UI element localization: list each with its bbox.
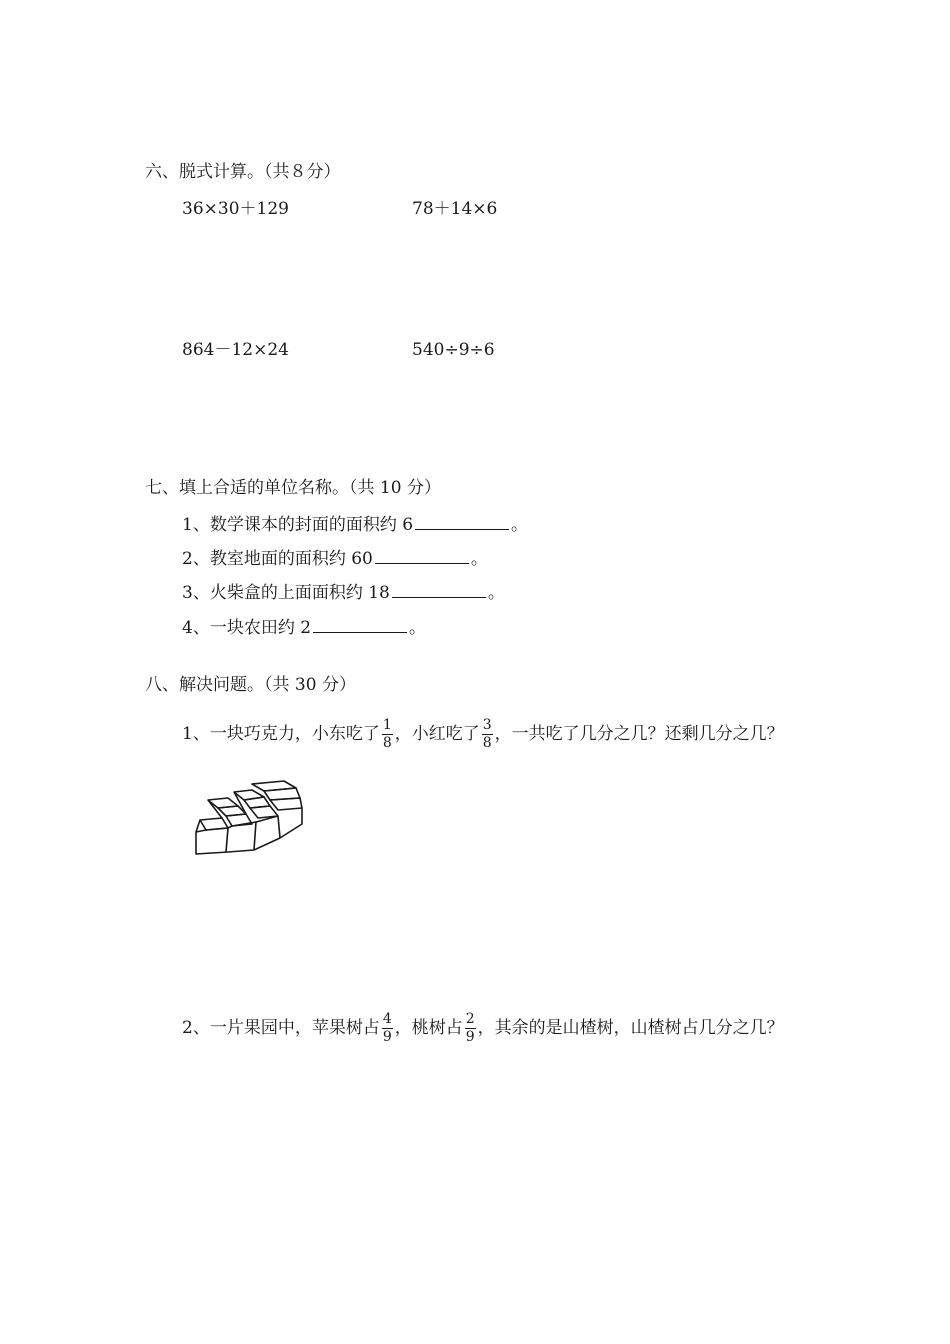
fill-item-end: 。	[470, 549, 488, 569]
fraction	[465, 1011, 476, 1046]
fraction	[382, 717, 393, 752]
fill-item-end: 。	[487, 583, 505, 603]
problem-text: 1、一块巧克力，小东吃了	[182, 724, 380, 744]
problem-2	[182, 1008, 784, 1048]
expression-4: 540÷9÷6	[412, 340, 495, 360]
problem-text: 2、一片果园中，苹果树占	[182, 1018, 380, 1038]
fill-item-text: 1、数学课本的封面的面积约 6	[182, 515, 414, 535]
section7-title: 七、填上合适的单位名称。（共 10 分）	[145, 478, 441, 498]
expression-1: 36×30＋129	[182, 199, 289, 219]
fraction-denominator: 9	[465, 1029, 475, 1045]
fraction-denominator: 9	[382, 1029, 392, 1045]
problem-text: ，一共吃了几分之几？还剩几分之几？	[494, 724, 784, 744]
fill-item-1	[182, 511, 528, 537]
fill-item-4	[182, 614, 426, 640]
fill-item-text: 2、教室地面的面积约 60	[182, 549, 373, 569]
fraction-denominator: 8	[382, 735, 392, 751]
fraction-numerator: 1	[382, 717, 392, 733]
answer-blank[interactable]	[392, 579, 486, 598]
expression-2: 78＋14×6	[412, 199, 498, 219]
answer-blank[interactable]	[415, 511, 509, 530]
answer-blank[interactable]	[375, 545, 469, 564]
section6-title: 六、脱式计算。（共８分）	[145, 162, 341, 182]
fraction-numerator: 2	[465, 1011, 475, 1027]
chocolate-bar-illustration	[188, 778, 306, 860]
problem-1	[182, 714, 784, 754]
problem-text: ，桃树占	[394, 1018, 463, 1038]
problem-text: ，其余的是山楂树，山楂树占几分之几？	[477, 1018, 784, 1038]
fill-item-text: 3、火柴盒的上面面积约 18	[182, 583, 390, 603]
problem-text: ，小红吃了	[394, 724, 480, 744]
fill-item-3	[182, 579, 505, 605]
section8-title: 八、解决问题。（共 30 分）	[145, 675, 356, 695]
expression-3: 864－12×24	[182, 340, 289, 360]
fraction	[482, 717, 493, 752]
fraction-numerator: 4	[382, 1011, 392, 1027]
fill-item-text: 4、一块农田约 2	[182, 618, 312, 638]
fill-item-end: 。	[511, 515, 529, 535]
fraction-denominator: 8	[482, 735, 492, 751]
fraction	[382, 1011, 393, 1046]
fill-item-2	[182, 545, 488, 571]
answer-blank[interactable]	[313, 614, 407, 633]
fraction-numerator: 3	[482, 717, 492, 733]
fill-item-end: 。	[409, 618, 427, 638]
